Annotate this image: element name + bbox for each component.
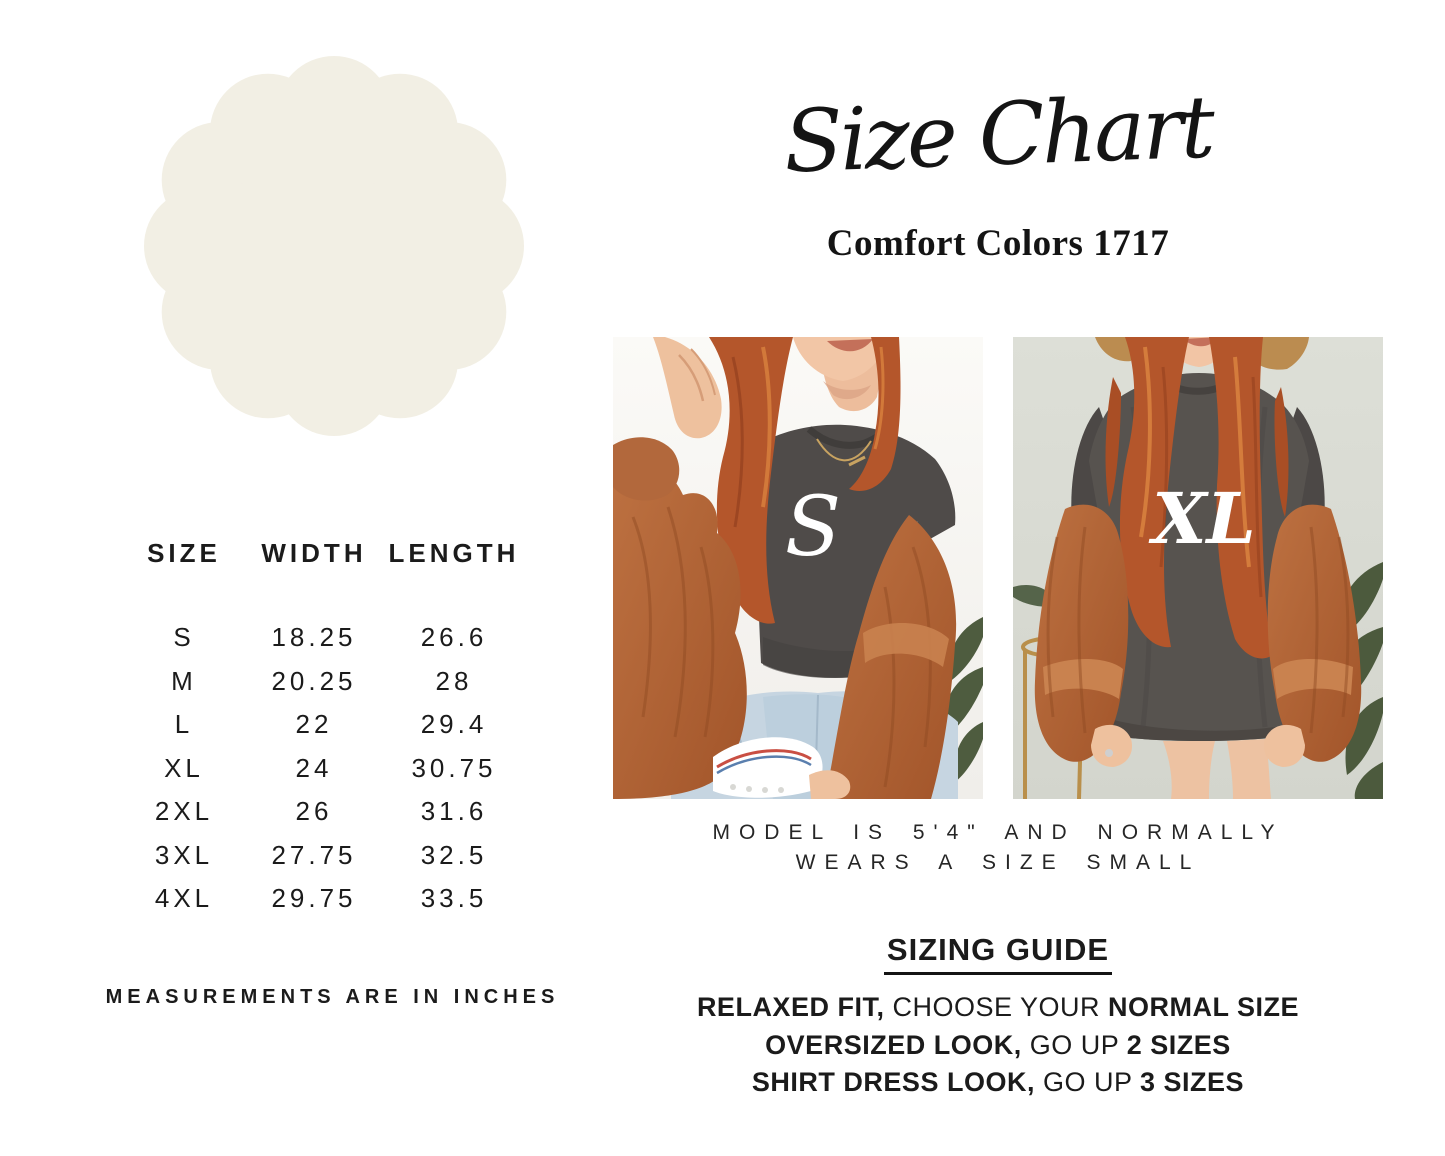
cell-width: 27.75 [271, 839, 357, 870]
guide-normal: GO UP [1029, 1029, 1119, 1060]
table-row [118, 747, 530, 791]
cell-width: 22 [295, 709, 333, 740]
cell-length: 30.75 [411, 752, 497, 783]
model-photo-xl [1013, 337, 1383, 799]
model-photo-small-image [613, 337, 983, 799]
guide-bold: NORMAL SIZE [1108, 992, 1300, 1022]
scalloped-badge [140, 48, 528, 440]
cell-width: 29.75 [271, 883, 357, 914]
cell-size: S [173, 622, 195, 653]
page-title: Size Chart [782, 77, 1214, 193]
table-row [118, 703, 530, 747]
cell-size: M [171, 665, 197, 696]
sizing-guide-line [613, 1027, 1383, 1065]
model-photo-xl-image [1013, 337, 1383, 799]
guide-normal: GO UP [1042, 1067, 1132, 1097]
shirt-size-label-s: S [784, 480, 842, 575]
header-width: WIDTH [261, 538, 367, 568]
sizing-guide-heading: SIZING GUIDE [884, 932, 1112, 975]
table-row [118, 877, 530, 921]
header-length: LENGTH [388, 538, 520, 568]
header-size: SIZE [147, 538, 221, 568]
table-row [118, 660, 530, 704]
cell-width: 18.25 [271, 622, 357, 653]
model-photo-small [613, 337, 983, 799]
table-row [118, 834, 530, 878]
model-note-line2: WEARS A SIZE SMALL [795, 851, 1201, 874]
cell-width: 20.25 [271, 665, 357, 696]
size-table-rows [118, 616, 530, 921]
cell-width: 24 [295, 752, 333, 783]
guide-bold: OVERSIZED LOOK, [765, 1029, 1022, 1060]
cell-size: XL [164, 752, 204, 783]
sizing-guide [613, 932, 1383, 975]
cell-size: 3XL [154, 839, 214, 870]
model-note-line1: MODEL IS 5'4" AND NORMALLY [712, 821, 1284, 844]
sizing-guide-line [613, 989, 1383, 1027]
measurements-note: MEASUREMENTS ARE IN INCHES [105, 986, 560, 1008]
guide-bold: 2 SIZES [1126, 1029, 1231, 1060]
table-row [118, 790, 530, 834]
guide-normal: CHOOSE YOUR [892, 992, 1101, 1022]
sizing-guide-lines [613, 989, 1383, 1102]
cell-length: 31.6 [420, 796, 488, 827]
model-note [613, 818, 1383, 878]
cell-length: 29.4 [420, 709, 488, 740]
cell-length: 28 [435, 665, 473, 696]
cell-length: 26.6 [420, 622, 488, 653]
cell-width: 26 [295, 796, 333, 827]
cell-size: 2XL [154, 796, 214, 827]
table-row [118, 616, 530, 660]
cell-length: 32.5 [420, 839, 488, 870]
scalloped-badge-shape [140, 48, 528, 440]
cell-length: 33.5 [420, 883, 488, 914]
size-table [118, 538, 530, 921]
cell-size: 4XL [154, 883, 214, 914]
guide-bold: RELAXED FIT, [696, 992, 885, 1022]
guide-bold: SHIRT DRESS LOOK, [751, 1067, 1035, 1097]
shirt-size-label-xl: XL [1152, 477, 1256, 560]
cell-size: L [174, 709, 194, 740]
guide-bold: 3 SIZES [1140, 1067, 1245, 1097]
page-subtitle: Comfort Colors 1717 [826, 223, 1170, 264]
size-table-header [118, 538, 530, 569]
sizing-guide-line [613, 1064, 1383, 1102]
